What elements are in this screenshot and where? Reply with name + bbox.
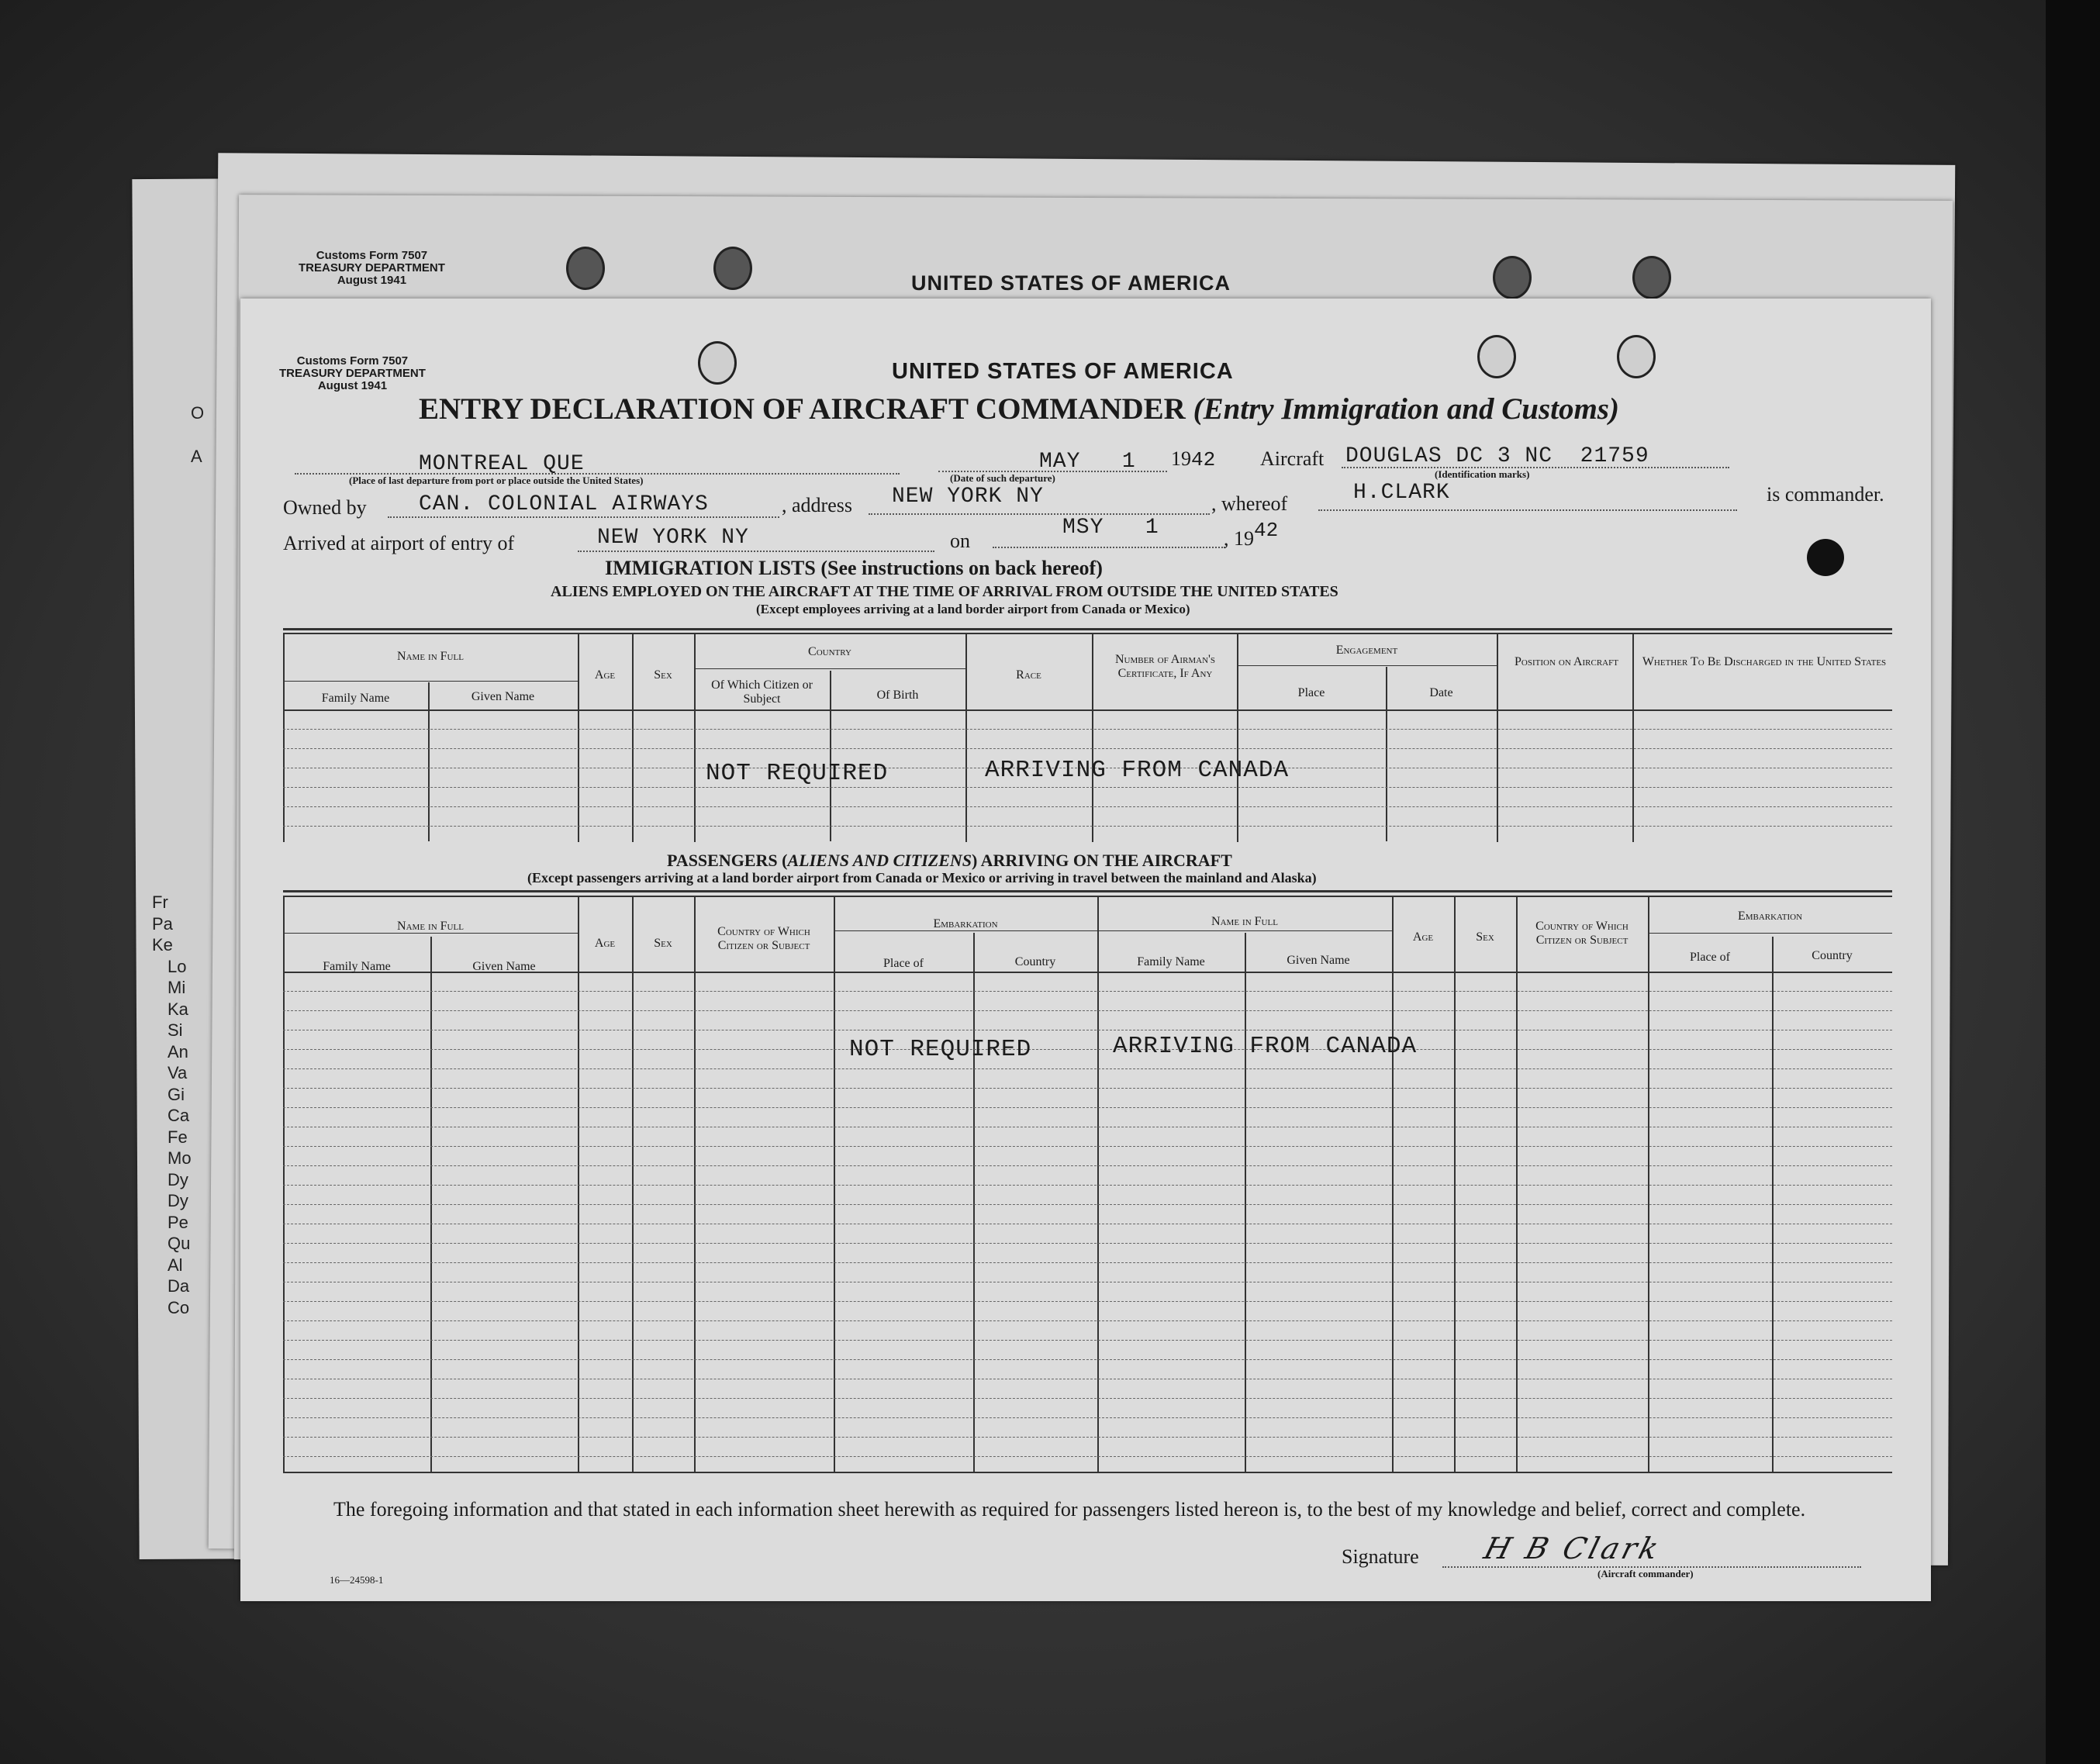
header-place: Place [1297,686,1325,699]
form-title-paren: (Entry Immigration and Customs) [1193,392,1619,426]
table-row [283,1301,1892,1302]
header-country-2: Country [1812,949,1853,962]
left-fragment: Ca [168,1106,190,1125]
commander-value: H.CLARK [1353,481,1450,505]
back-form-number: Customs Form 7507 [316,249,428,262]
left-fragment: Lo [168,956,187,976]
back-form-country: UNITED STATES OF AMERICA [911,271,1231,295]
left-fragment: Dy [168,1191,188,1210]
table-row [283,1088,1892,1089]
on-label: on [950,530,970,552]
aliens-table [283,628,1892,841]
is-commander-label: is commander. [1767,483,1884,506]
left-fragment: Ke [152,935,173,954]
header-sex-2: Sex [1476,930,1494,944]
header-date: Date [1429,686,1453,699]
table-col-divider [1097,896,1099,1472]
table-col-divider [973,933,975,1472]
table-col-divider [965,633,967,842]
departure-date: MAY 1 [1039,450,1136,474]
arrival-date: MSY 1 [1062,516,1159,540]
header-given-name: Given Name [471,690,535,703]
table-col-divider [1497,633,1498,842]
left-fragment: Da [168,1276,190,1296]
header-citizen-of: Of Which Citizen or Subject [711,678,813,706]
header-age: Age [594,668,616,682]
table-row [283,1146,1892,1147]
header-family-name: Family Name [323,960,391,973]
passengers-heading-post: ) ARRIVING ON THE AIRCRAFT [972,851,1232,870]
immigration-heading [605,557,1103,580]
commander-line [1318,509,1737,511]
table-col-divider [1245,933,1246,1472]
table-border-top [283,628,1892,630]
form-title [419,392,1619,426]
punch-hole-icon [1477,335,1516,378]
header-given-name: Given Name [472,960,536,973]
immigration-heading-text: IMMIGRATION LISTS [605,557,816,579]
table-row [283,729,1892,730]
aircraft-label: Aircraft [1260,447,1325,470]
header-place-of-2: Place of [1690,951,1730,964]
table-row [283,826,1892,827]
table-row [283,1165,1892,1166]
immigration-note: (See instructions on back hereof) [820,557,1103,579]
left-fragment: Pa [152,913,173,934]
header-sex: Sex [654,937,672,950]
table-col-divider [834,896,835,1472]
header-airman-cert: Number of Airman's Certificate, If Any [1114,653,1216,680]
passengers-subheading: (Except passengers arriving at a land border airport from Canada or Mexico or arriving in travel between the mainland and Alaska) [527,870,1317,885]
arrival-year-suffix: 42 [1254,519,1279,542]
owned-by-value: CAN. COLONIAL AIRWAYS [419,492,709,516]
table-col-divider [632,633,634,842]
table-row [283,1456,1892,1457]
arrival-year-prefix: , 19 [1224,527,1254,550]
table-subheader-line [1648,933,1892,934]
departure-year-prefix: 19 [1171,447,1191,470]
header-age-2: Age [1412,930,1434,944]
table-row [283,1010,1892,1011]
table-col-divider [283,896,285,1472]
header-name-in-full: Name in Full [397,920,464,933]
left-fragment: Ka [168,999,188,1019]
signature-caption: (Aircraft commander) [1597,1568,1694,1579]
header-name-in-full-2: Name in Full [1211,915,1278,928]
certification-text: The foregoing information and that stated in each information sheet herewith as required for passengers listed hereon is, to the best of my knowledge and belief, correct and complete. [333,1498,1806,1521]
arrived-value: NEW YORK NY [597,526,749,550]
left-fragment: Gi [168,1084,185,1104]
address-label: , address [782,494,852,516]
table-col-divider [1632,633,1634,842]
left-fragment-column [152,892,192,1318]
table-row [283,1340,1892,1341]
arrived-line [578,551,934,552]
owned-by-label: Owned by [283,496,367,519]
table-row [283,1359,1892,1360]
left-fragment: Qu [168,1234,191,1253]
back-form-date: August 1941 [337,274,407,287]
arrival-year [1224,519,1279,551]
table-subheader-line [694,668,965,669]
passengers-heading-italic: ALIENS AND CITIZENS [787,851,972,870]
left-fragment: A [191,447,202,466]
aliens-subheading: (Except employees arriving at a land border airport from Canada or Mexico) [756,602,1190,616]
passengers-heading [667,851,1232,871]
aircraft-caption: (Identification marks) [1435,468,1530,480]
arrival-date-line [993,547,1225,548]
table-row [283,748,1892,749]
departure-year [1171,447,1215,471]
punch-hole-icon [698,341,737,385]
left-fragment: Dy [168,1169,188,1189]
left-fragment: Fr [152,892,168,912]
form-department: TREASURY DEPARTMENT [279,367,426,380]
left-fragment: O [191,403,205,423]
print-code: 16—24598-1 [330,1574,384,1586]
punch-hole-icon [1493,256,1532,299]
passengers-table [283,890,1892,1472]
table-row [283,1185,1892,1186]
left-fragment: Co [168,1297,190,1317]
back-form-id [299,250,445,287]
table-row [283,1049,1892,1050]
form-date: August 1941 [317,379,388,392]
table-row [283,1262,1892,1263]
aircraft-value: DOUGLAS DC 3 NC 21759 [1345,444,1649,468]
table-row [283,991,1892,992]
table-col-divider [1237,633,1238,842]
table-row [283,1107,1892,1108]
table-row [283,1437,1892,1438]
header-sex: Sex [654,668,672,682]
header-age: Age [594,937,616,950]
table-col-divider [694,896,696,1472]
table-col-divider [283,633,285,842]
table-col-divider [694,633,696,842]
table-row [283,1204,1892,1205]
table-col-divider [632,896,634,1472]
left-fragment: Mo [168,1148,192,1168]
whereof-label: , whereof [1211,492,1288,515]
header-embarkation-2: Embarkation [1737,910,1803,923]
table-border-top-2 [283,633,1892,634]
form-country: UNITED STATES OF AMERICA [892,359,1234,384]
ink-blot-icon [1807,539,1844,576]
table-row [283,1320,1892,1321]
table-border-top-2 [283,896,1892,897]
left-fragment: Pe [168,1212,188,1232]
left-fragment: Al [168,1255,183,1275]
table-col-divider [1516,896,1518,1472]
aliens-stamp-arriving: ARRIVING FROM CANADA [985,757,1290,784]
address-line [869,513,1210,515]
table-row [283,1398,1892,1399]
header-country-citizen-2: Country of Which Citizen or Subject [1535,920,1629,947]
header-name-in-full: Name in Full [397,650,464,663]
left-fragment: Si [168,1020,183,1040]
header-place-of: Place of [883,957,924,970]
passengers-stamp-not-required: NOT REQUIRED [849,1036,1032,1063]
arrived-label: Arrived at airport of entry of [283,532,515,554]
form-number: Customs Form 7507 [296,354,409,368]
table-border-bottom [283,1472,1892,1473]
table-col-divider [578,633,579,842]
table-col-divider [1648,896,1649,1472]
table-subheader-line [1097,930,1392,931]
table-col-divider [428,682,430,841]
table-row [283,1068,1892,1069]
departure-date-caption: (Date of such departure) [950,472,1055,484]
left-fragment-column-top [191,392,204,478]
table-col-divider [1092,633,1093,842]
header-embarkation: Embarkation [933,917,998,930]
header-engagement: Engagement [1335,644,1398,657]
table-col-divider [1454,896,1456,1472]
header-country: Country [1014,955,1056,968]
table-subheader-line [283,681,578,682]
table-row [283,806,1892,807]
table-col-divider [578,896,579,1472]
header-race: Race [1016,668,1041,682]
header-country: Country [808,645,851,658]
scan-edge [2046,0,2100,1764]
table-row [283,787,1892,788]
back-form-department: TREASURY DEPARTMENT [299,261,445,274]
header-discharged: Whether To Be Discharged in the United States [1642,655,1887,668]
passengers-stamp-arriving: ARRIVING FROM CANADA [1113,1033,1418,1060]
header-family-name-2: Family Name [1137,955,1205,968]
header-country-citizen: Country of Which Citizen or Subject [717,925,810,952]
punch-hole-icon [1617,335,1656,378]
header-given-name-2: Given Name [1287,954,1350,967]
form-title-text: ENTRY DECLARATION OF AIRCRAFT COMMANDER [419,392,1186,426]
table-border-top [283,890,1892,892]
table-row [283,1243,1892,1244]
header-family-name: Family Name [321,692,390,705]
punch-hole-icon [713,247,752,290]
departure-year-suffix: 42 [1191,448,1216,471]
punch-hole-icon [566,247,605,290]
passengers-heading-pre: PASSENGERS ( [667,851,788,870]
table-col-divider [1392,896,1394,1472]
departure-place-caption: (Place of last departure from port or place outside the United States) [349,475,644,486]
left-fragment: Va [168,1063,188,1082]
signature-label: Signature [1342,1545,1419,1568]
departure-place: MONTREAL QUE [419,452,585,476]
left-fragment: Mi [168,978,186,997]
left-fragment: An [168,1041,188,1062]
punch-hole-icon [1632,256,1671,299]
signature-handwriting: H B Clark [1480,1531,1666,1566]
left-fragment: Fe [168,1127,188,1147]
table-subheader-line [1237,665,1497,666]
table-header-bottom [283,709,1892,711]
owned-by-line [388,516,779,518]
aliens-stamp-not-required: NOT REQUIRED [706,760,889,787]
form-id [279,355,426,392]
address-value: NEW YORK NY [892,485,1044,509]
aliens-heading: ALIENS EMPLOYED ON THE AIRCRAFT AT THE TIME OF ARRIVAL FROM OUTSIDE THE UNITED STATES [551,583,1338,600]
header-of-birth: Of Birth [876,689,919,702]
header-position: Position on Aircraft [1515,655,1618,668]
table-row [283,1417,1892,1418]
aircraft-line [1342,467,1729,468]
